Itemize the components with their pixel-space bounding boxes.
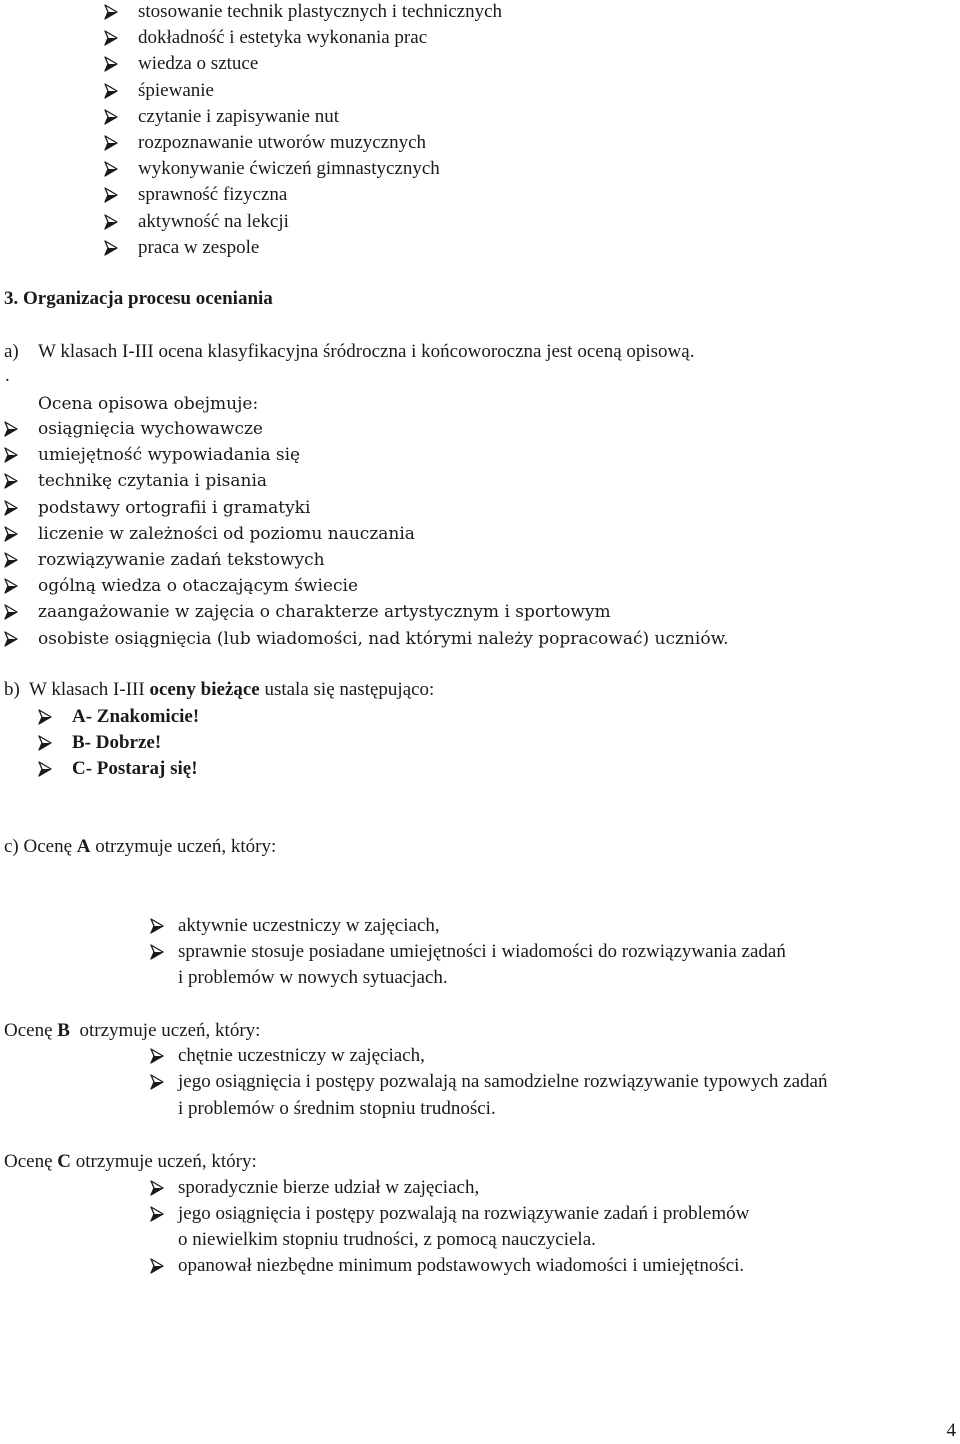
arrow-bullet-icon <box>4 630 18 646</box>
arrow-bullet-icon <box>104 55 118 71</box>
point-a-label: a) <box>4 341 19 362</box>
grade-b-continuation: i problemów o średnim stopniu trudności. <box>178 1098 496 1119</box>
grade-a-heading: c) Ocenę A otrzymuje uczeń, który: <box>4 836 277 857</box>
arrow-bullet-icon <box>38 734 52 750</box>
arrow-bullet-icon <box>150 1047 164 1063</box>
arrow-bullet-icon <box>38 760 52 776</box>
arrow-bullet-icon <box>104 82 118 98</box>
point-b-line <box>4 678 434 702</box>
point-a-text: W klasach I-III ocena klasyfikacyjna śródroczna i końcoworoczna jest oceną opisową. <box>38 341 695 362</box>
arrow-bullet-icon <box>150 1205 164 1221</box>
arrow-bullet-icon <box>150 1073 164 1089</box>
arrow-bullet-icon <box>104 108 118 124</box>
grade-c-heading: Ocenę C otrzymuje uczeń, który: <box>4 1151 257 1172</box>
arrow-bullet-icon <box>4 603 18 619</box>
arrow-bullet-icon <box>104 29 118 45</box>
arrow-bullet-icon <box>104 186 118 202</box>
point-b-prefix: b) W klasach I-III <box>4 679 150 700</box>
arrow-bullet-icon <box>38 708 52 724</box>
grade-b-heading: Ocenę B otrzymuje uczeń, który: <box>4 1020 261 1041</box>
arrow-bullet-icon <box>4 525 18 541</box>
arrow-bullet-icon <box>150 1179 164 1195</box>
grade-a-continuation: i problemów w nowych sytuacjach. <box>178 967 448 988</box>
arrow-bullet-icon <box>4 499 18 515</box>
grade-c-continuation: o niewielkim stopniu trudności, z pomocą nauczyciela. <box>178 1229 596 1250</box>
arrow-bullet-icon <box>4 472 18 488</box>
point-b-bold: oceny bieżące <box>149 679 260 700</box>
descriptive-heading: Ocena opisowa obejmuje: <box>38 394 259 414</box>
arrow-bullet-icon <box>104 3 118 19</box>
arrow-bullet-icon <box>4 420 18 436</box>
arrow-bullet-icon <box>4 551 18 567</box>
arrow-bullet-icon <box>104 160 118 176</box>
arrow-bullet-icon <box>104 213 118 229</box>
arrow-bullet-icon <box>104 134 118 150</box>
point-b-suffix: ustala się następująco: <box>259 679 435 700</box>
stray-dot: . <box>5 365 10 386</box>
page-number: 4 <box>946 1420 956 1441</box>
arrow-bullet-icon <box>104 239 118 255</box>
section-heading: 3. Organizacja procesu oceniania <box>4 288 273 309</box>
arrow-bullet-icon <box>150 917 164 933</box>
arrow-bullet-icon <box>150 1257 164 1273</box>
arrow-bullet-icon <box>150 943 164 959</box>
arrow-bullet-icon <box>4 577 18 593</box>
arrow-bullet-icon <box>4 446 18 462</box>
